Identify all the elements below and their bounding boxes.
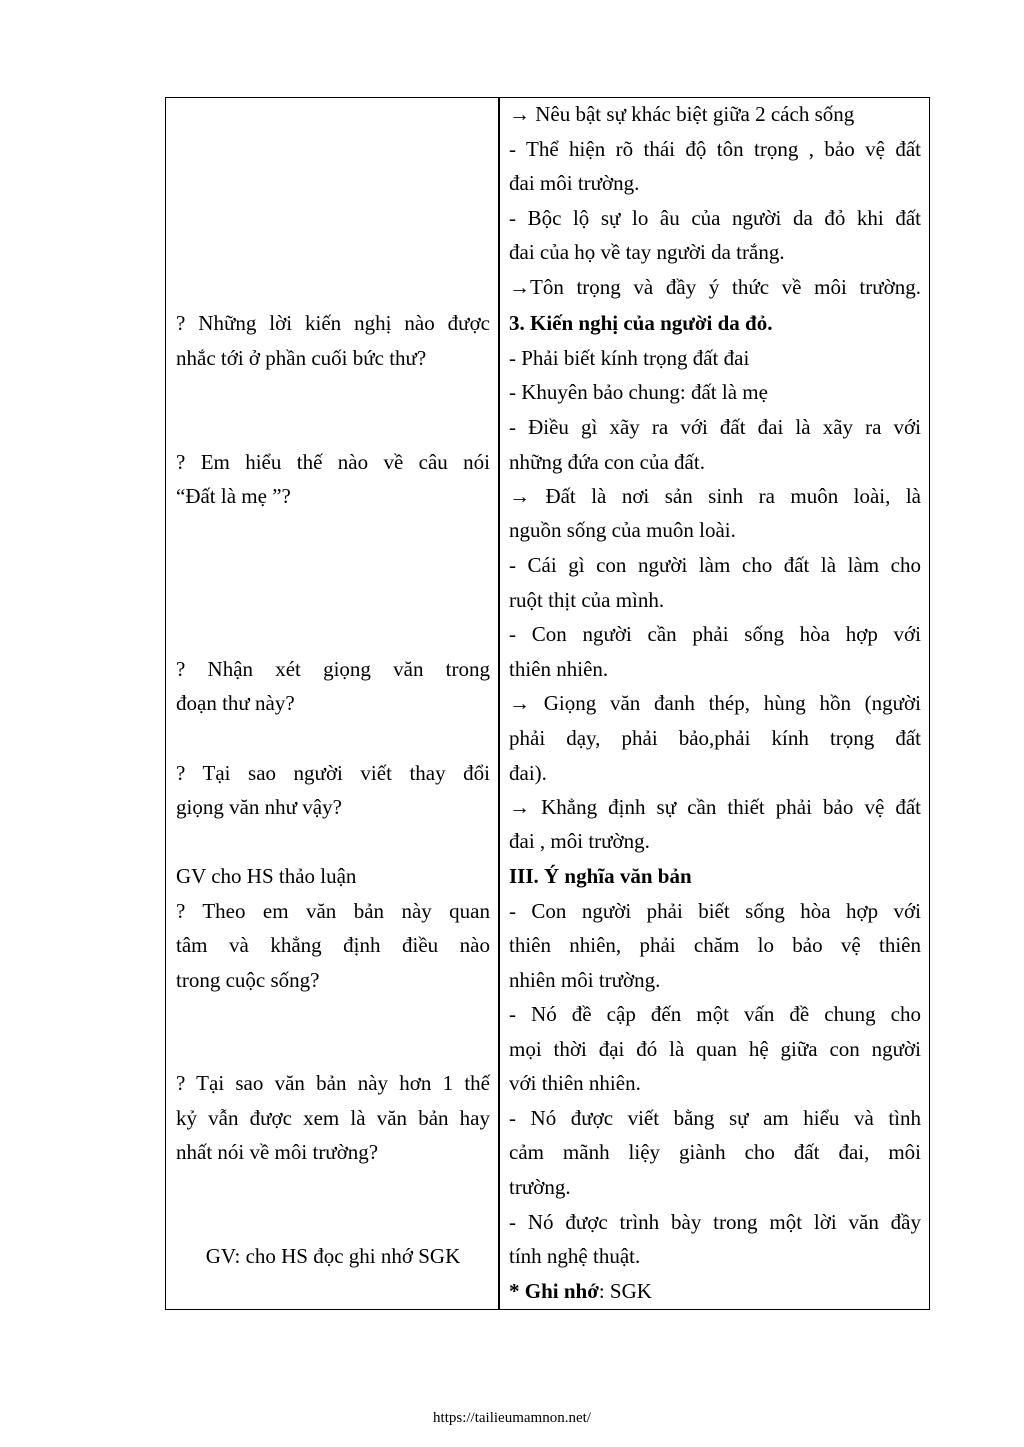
answer-line: những đứa con của đất. <box>509 450 705 474</box>
question-line: tâm và khẳng định điều nào <box>176 933 490 957</box>
answer-line: nguồn sống của muôn loài. <box>509 518 736 542</box>
answer-line: → Nêu bật sự khác biệt giữa 2 cách sống <box>509 102 855 126</box>
question-line: “Đất là mẹ ”? <box>176 484 291 508</box>
answer-line: - Bộc lộ sự lo âu của người da đỏ khi đất <box>509 206 921 230</box>
answer-line: - Nó được viết bằng sự am hiểu và tình <box>509 1106 921 1130</box>
answer-line: thiên nhiên, phải chăm lo bảo vệ thiên <box>509 933 921 957</box>
question-line: giọng văn như vậy? <box>176 795 342 819</box>
answer-line: - Con người phải biết sống hòa hợp với <box>509 899 921 923</box>
answer-line: - Cái gì con người làm cho đất là làm cho <box>509 553 921 577</box>
answer-line <box>509 1279 921 1303</box>
column-divider <box>498 97 500 1310</box>
answer-line: đai). <box>509 761 547 785</box>
question-line: nhắc tới ở phần cuối bức thư? <box>176 346 427 370</box>
answer-line: 3. Kiến nghị của người da đỏ. <box>509 311 773 335</box>
question-line: GV cho HS thảo luận <box>176 864 357 888</box>
answer-line: → Khẳng định sự cần thiết phải bảo vệ đất <box>509 795 921 819</box>
answer-line: - Con người cần phải sống hòa hợp với <box>509 622 921 646</box>
ghi-nho-label: * Ghi nhớ <box>509 1279 599 1303</box>
question-line: đoạn thư này? <box>176 691 295 715</box>
question-line: ? Tại sao người viết thay đổi <box>176 761 490 785</box>
answer-line: III. Ý nghĩa văn bản <box>509 864 692 888</box>
answer-line: cảm mãnh liệy giành cho đất đai, môi <box>509 1140 921 1164</box>
ghi-nho-value: : SGK <box>598 1279 652 1303</box>
answer-line: →Tôn trọng và đầy ý thức về môi trường. <box>509 275 921 299</box>
answer-line: với thiên nhiên. <box>509 1071 641 1095</box>
question-line: trong cuộc sống? <box>176 968 320 992</box>
answer-line: - Nó đề cập đến một vấn đề chung cho <box>509 1002 921 1026</box>
answer-line: tính nghệ thuật. <box>509 1244 641 1268</box>
question-line: ? Những lời kiến nghị nào được <box>176 311 490 335</box>
answer-line: phải dạy, phải bảo,phải kính trọng đất <box>509 726 921 750</box>
footer-url[interactable]: https://tailieumamnon.net/ <box>433 1410 591 1426</box>
answer-line: ruột thịt của mình. <box>509 588 665 612</box>
answer-line: - Nó được trình bày trong một lời văn đầy <box>509 1210 921 1234</box>
question-line: ? Theo em văn bản này quan <box>176 899 490 923</box>
answer-line: đai , môi trường. <box>509 829 650 853</box>
answer-line: - Phải biết kính trọng đất đai <box>509 346 750 370</box>
answer-line: thiên nhiên. <box>509 657 609 681</box>
answer-line: → Giọng văn đanh thép, hùng hồn (người <box>509 691 921 715</box>
answer-line: mọi thời đại đó là quan hệ giữa con người <box>509 1037 921 1061</box>
question-line: nhất nói về môi trường? <box>176 1140 379 1164</box>
question-line: kỷ vẫn được xem là văn bản hay <box>176 1106 490 1130</box>
answer-line: nhiên môi trường. <box>509 968 661 992</box>
answer-line: - Khuyên bảo chung: đất là mẹ <box>509 380 768 404</box>
question-line: ? Em hiểu thế nào về câu nói <box>176 450 490 474</box>
answer-line: đai của họ về tay người da trắng. <box>509 240 785 264</box>
question-line: ? Nhận xét giọng văn trong <box>176 657 490 681</box>
answer-line: - Điều gì xãy ra với đất đai là xãy ra với <box>509 415 921 439</box>
question-line: ? Tại sao văn bản này hơn 1 thế <box>176 1071 490 1095</box>
answer-line: - Thể hiện rõ thái độ tôn trọng , bảo vệ đất <box>509 137 921 161</box>
answer-line: trường. <box>509 1175 571 1199</box>
answer-line: → Đất là nơi sản sinh ra muôn loài, là <box>509 484 921 508</box>
answer-line: đai môi trường. <box>509 171 640 195</box>
question-line: GV: cho HS đọc ghi nhớ SGK <box>205 1244 461 1268</box>
